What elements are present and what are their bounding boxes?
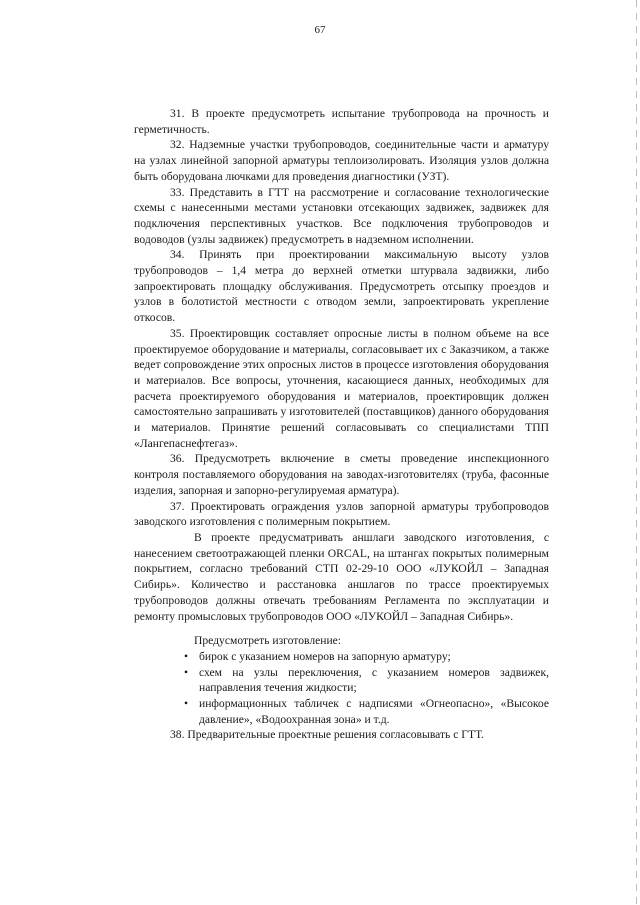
paragraph-37: 37. Проектировать ограждения узлов запорной арматуры трубопроводов заводского изготовления с полимерным покрытием. xyxy=(134,499,549,529)
paragraph-33: 33. Представить в ГТТ на рассмотрение и согласование технологические схемы с нанесенными местами установки отсекающих задвижек, задвижек для подключения перспективных участков. Все подключения трубопроводов и водоводов (узлы задвижек) предусмотреть в надземном исполнении. xyxy=(134,185,549,246)
list-item xyxy=(184,696,549,727)
paragraph-34: 34. Принять при проектировании максимальную высоту узлов трубопроводов – 1,4 метра до верхней отметки штурвала задвижки, либо запроектировать площадку обслуживания. Предусмотреть отсыпку проездов и узлов в болотистой местности с отводом земли, запроектировать укрепление откосов. xyxy=(134,248,549,325)
page-edge-shadow xyxy=(636,0,637,905)
list-item-text: схем на узлы переключения, с указанием номеров задвижек, направления течения жидкости; xyxy=(199,665,549,695)
paragraph-31: 31. В проекте предусмотреть испытание трубопровода на прочность и герметичность. xyxy=(134,107,549,136)
bullet-glyph: • xyxy=(184,665,189,679)
paragraph-38: 38. Предварительные проектные решения согласовывать с ГТТ. xyxy=(170,728,484,742)
list-item xyxy=(184,665,549,696)
paragraph-36: 36. Предусмотреть включение в сметы проведение инспекционного контроля поставляемого оборудования на заводах-изготовителях (труба, фасонные изделия, запорная и запорно-регулируемая арматура). xyxy=(134,452,549,497)
document-body xyxy=(134,106,549,743)
paragraph-35: 35. Проектировщик составляет опросные листы в полном объеме на все проектируемое оборудование и материалы, согласовывает их с Заказчиком, а также ведет сопровождение этих опросных листов в процессе изготовления оборудования и материалов. Все вопросы, уточнения, касающиеся данных, необходимых для расчета проектируемого оборудования и материалов, проектировщик должен самостоятельно запрашивать у изготовителей (поставщиков) данного оборудования и материалов. Принятие решений согласовывать со специалистами ТПП «Лангепаснефтегаз». xyxy=(134,326,549,450)
bullet-glyph: • xyxy=(184,697,189,711)
list-item xyxy=(184,649,549,665)
fabrication-list xyxy=(134,649,549,728)
list-item-text: бирок с указанием номеров на запорную арматуру; xyxy=(199,649,451,663)
paragraph-32: 32. Надземные участки трубопроводов, соединительные части и арматуру на узлах линейной запорной арматуры теплоизолировать. Изоляция узлов должна быть оборудована лючками для проведения диагностики (УЗТ). xyxy=(134,138,549,183)
list-intro: Предусмотреть изготовление: xyxy=(194,634,342,648)
bullet-glyph: • xyxy=(184,649,189,663)
list-item-text: информационных табличек с надписями «Огнеопасно», «Высокое давление», «Водоохранная зона» и т.д. xyxy=(199,697,549,726)
page-number: 67 xyxy=(314,24,326,36)
paragraph-37-continuation: В проекте предусматривать аншлаги заводского изготовления, с нанесением светоотражающей пленки ORCAL, на штангах покрытых полимерным покрытием, согласно требований СТП 02-29-10 ООО «ЛУКОЙЛ – Западная Сибирь». Количество и расстановка аншлагов по трассе проектируемых трубопроводов должны отвечать требованиям Регламента по эксплуатации и ремонту промысловых трубопроводов ООО «ЛУКОЙЛ – Западная Сибирь». xyxy=(134,530,549,623)
